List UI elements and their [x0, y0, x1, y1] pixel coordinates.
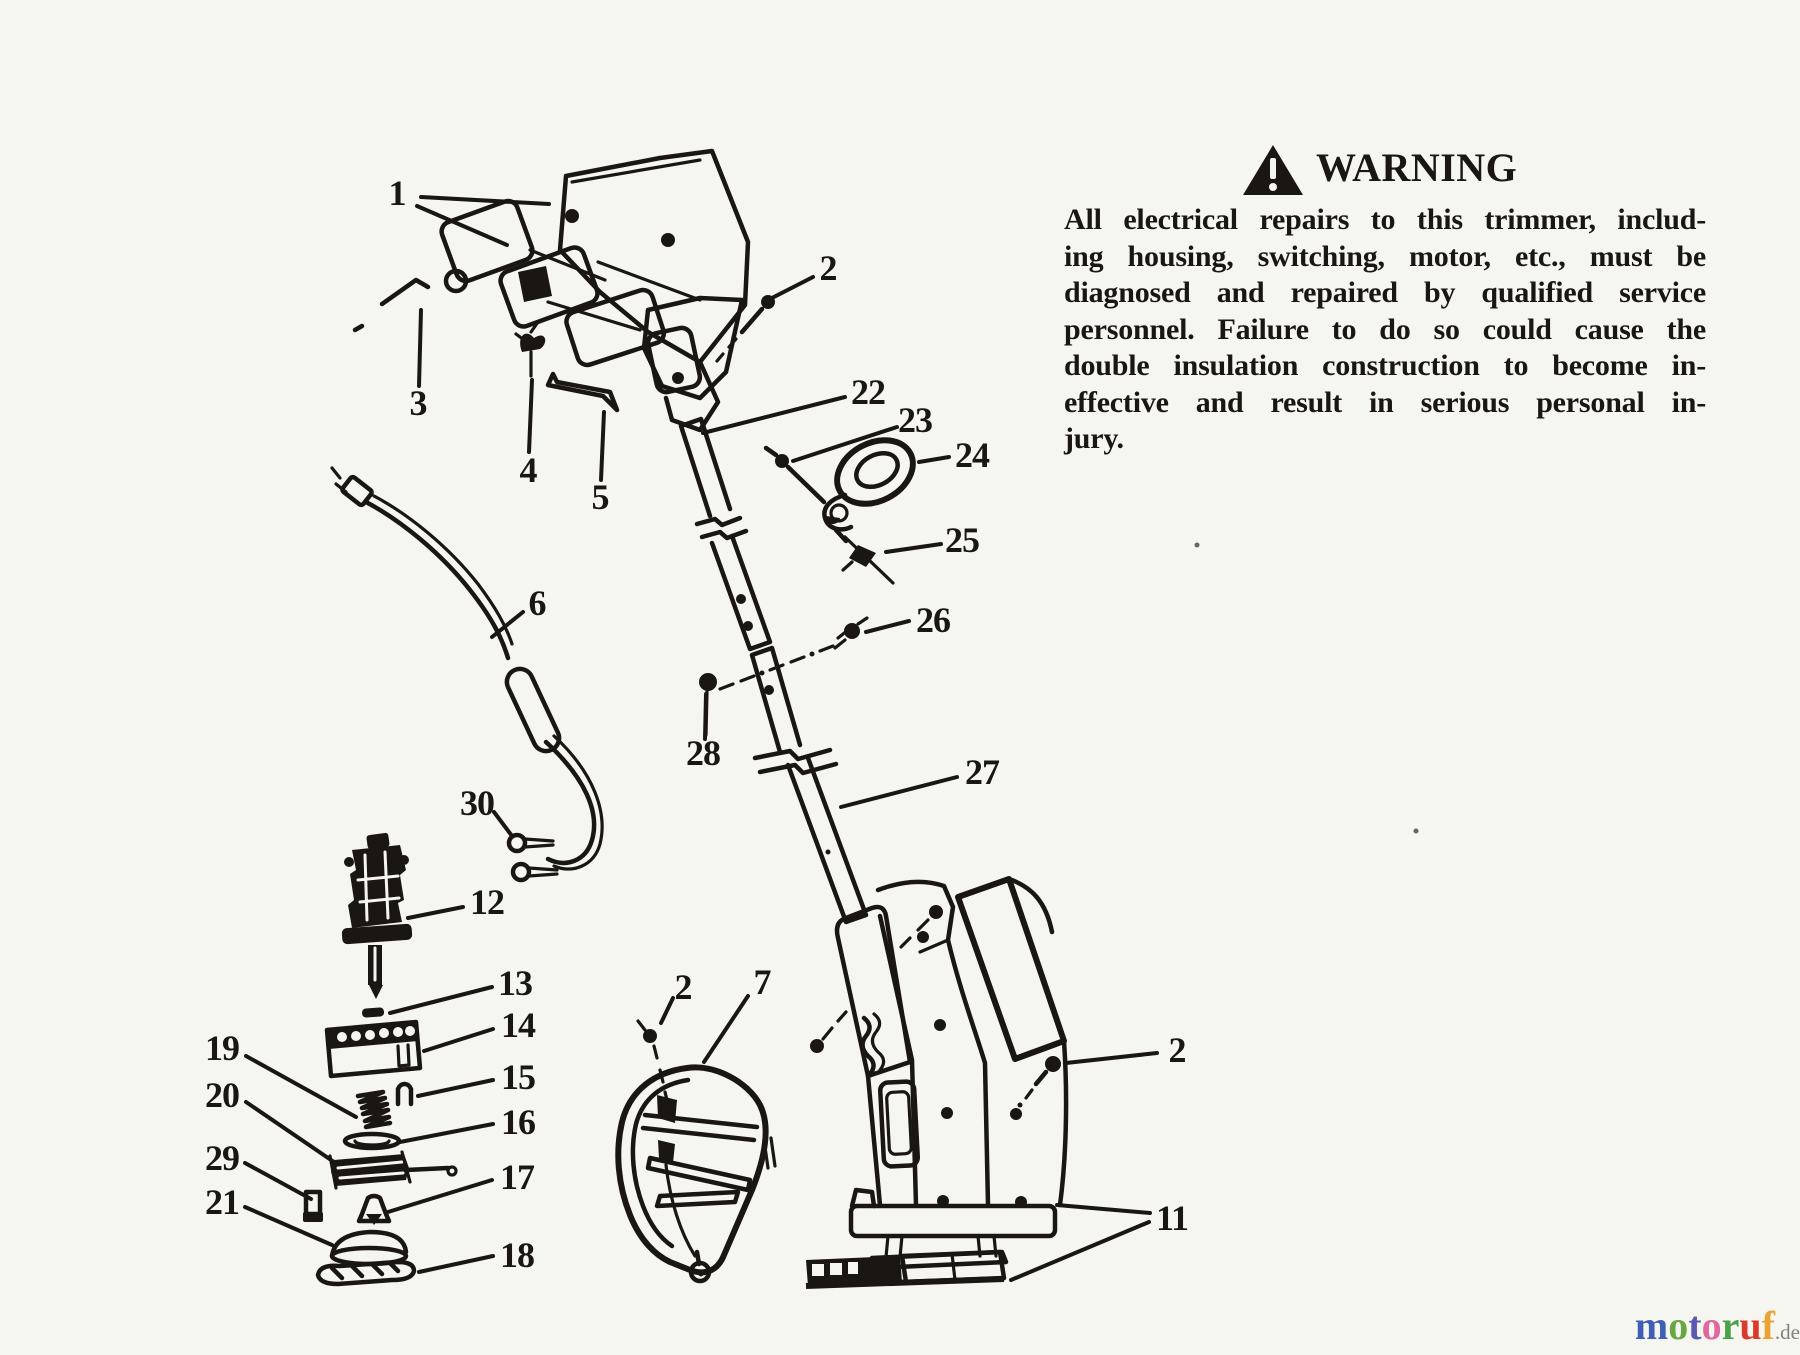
logo-letter: o — [1668, 1303, 1689, 1348]
leader-line-18 — [419, 1256, 493, 1272]
leader-line-27 — [841, 777, 957, 807]
part-callout-30: 30 — [460, 783, 494, 823]
leader-line-17 — [388, 1180, 492, 1212]
warning-line: All electrical repairs to this trimmer, includ- — [1064, 203, 1706, 236]
part-callout-14: 14 — [501, 1005, 535, 1045]
switch-part-art — [516, 322, 545, 376]
scan-specks — [1195, 543, 1419, 834]
logo-letter: o — [1701, 1303, 1722, 1348]
leader-line-22 — [703, 397, 845, 433]
part-callout-19: 19 — [205, 1028, 239, 1068]
part-callout-11: 11 — [1155, 1198, 1189, 1238]
lower-shaft-art — [788, 758, 866, 922]
guard-shield-art — [618, 1067, 775, 1281]
part-callout-3: 3 — [409, 383, 427, 423]
leader-line-7 — [704, 996, 748, 1062]
leader-line-14 — [424, 1029, 493, 1051]
leader-line-2 — [770, 277, 813, 299]
warning-body — [1064, 202, 1706, 458]
logo-letter: r — [1721, 1303, 1740, 1348]
part-callout-12: 12 — [470, 882, 504, 922]
leader-line-26 — [866, 621, 909, 632]
logo-letter: u — [1739, 1303, 1762, 1348]
leader-line-5 — [601, 412, 604, 480]
part-callout-20: 20 — [205, 1075, 239, 1115]
part-callout-2: 2 — [819, 248, 837, 288]
warning-line: personnel. Failure to do so could cause the — [1064, 312, 1706, 346]
part-callout-17: 17 — [500, 1157, 534, 1197]
leader-line-30 — [494, 812, 512, 836]
warning-line: jury. — [1064, 422, 1124, 455]
part-callout-27: 27 — [965, 752, 999, 792]
warning-block — [1064, 138, 1706, 458]
motoruf-logo-word — [1635, 1303, 1775, 1348]
leader-line-11 — [1011, 1222, 1149, 1280]
motor-housing-art — [806, 879, 1066, 1286]
part-callout-1: 1 — [388, 173, 406, 213]
handle-bolt-art — [355, 271, 466, 330]
motoruf-logo — [1634, 1302, 1800, 1349]
logo-letter: t — [1688, 1303, 1702, 1348]
part-callout-7: 7 — [753, 962, 771, 1002]
leader-line-11 — [1057, 1205, 1150, 1213]
part-callout-29: 29 — [205, 1138, 239, 1178]
part-callout-4: 4 — [519, 450, 537, 490]
leader-line-20 — [246, 1102, 334, 1162]
ring-handle-art — [766, 428, 924, 583]
logo-letter: f — [1761, 1303, 1775, 1348]
motor-art — [342, 833, 413, 999]
warning-header — [1064, 138, 1706, 196]
part-callout-2: 2 — [674, 967, 692, 1007]
part-callout-16: 16 — [501, 1102, 535, 1142]
leader-line-24 — [919, 457, 949, 462]
leader-line-13 — [390, 987, 492, 1013]
leader-line-2 — [661, 998, 673, 1023]
part-callout-25: 25 — [945, 520, 979, 560]
leader-line-19 — [246, 1056, 356, 1117]
leader-line-3 — [419, 310, 421, 386]
leader-line-4 — [529, 380, 532, 452]
leader-line-2 — [1066, 1053, 1157, 1063]
part-callout-6: 6 — [528, 583, 546, 623]
part-callout-15: 15 — [501, 1057, 535, 1097]
part-callout-23: 23 — [898, 400, 932, 440]
motoruf-logo-suffix: .de — [1774, 1320, 1800, 1344]
warning-line: ing housing, switching, motor, etc., must be — [1064, 239, 1706, 273]
lever-bar-art — [548, 374, 617, 410]
leader-line-1 — [417, 206, 507, 245]
leader-line-15 — [418, 1080, 493, 1096]
part-callout-26: 26 — [916, 600, 950, 640]
warning-line: diagnosed and repaired by qualified service — [1064, 276, 1706, 309]
leader-line-12 — [408, 907, 463, 918]
part-callout-2: 2 — [1168, 1030, 1186, 1070]
logo-letter: m — [1634, 1303, 1669, 1348]
part-callout-5: 5 — [591, 477, 609, 517]
warning-line: effective and result in serious personal in- — [1064, 385, 1706, 419]
part-callout-24: 24 — [955, 435, 989, 475]
leader-line-29 — [245, 1163, 311, 1199]
screw-28-art — [699, 673, 717, 735]
part-callout-13: 13 — [498, 963, 532, 1003]
leader-line-25 — [886, 544, 941, 552]
warning-triangle-icon — [1242, 144, 1304, 196]
leader-line-1 — [421, 197, 549, 204]
part-callout-21: 21 — [205, 1182, 239, 1222]
part-callout-22: 22 — [851, 372, 885, 412]
leader-line-16 — [400, 1124, 493, 1142]
warning-title: WARNING — [1316, 145, 1518, 190]
warning-line: double insulation construction to become in- — [1064, 349, 1706, 382]
part-callout-28: 28 — [686, 733, 720, 773]
part-callout-18: 18 — [500, 1235, 534, 1275]
